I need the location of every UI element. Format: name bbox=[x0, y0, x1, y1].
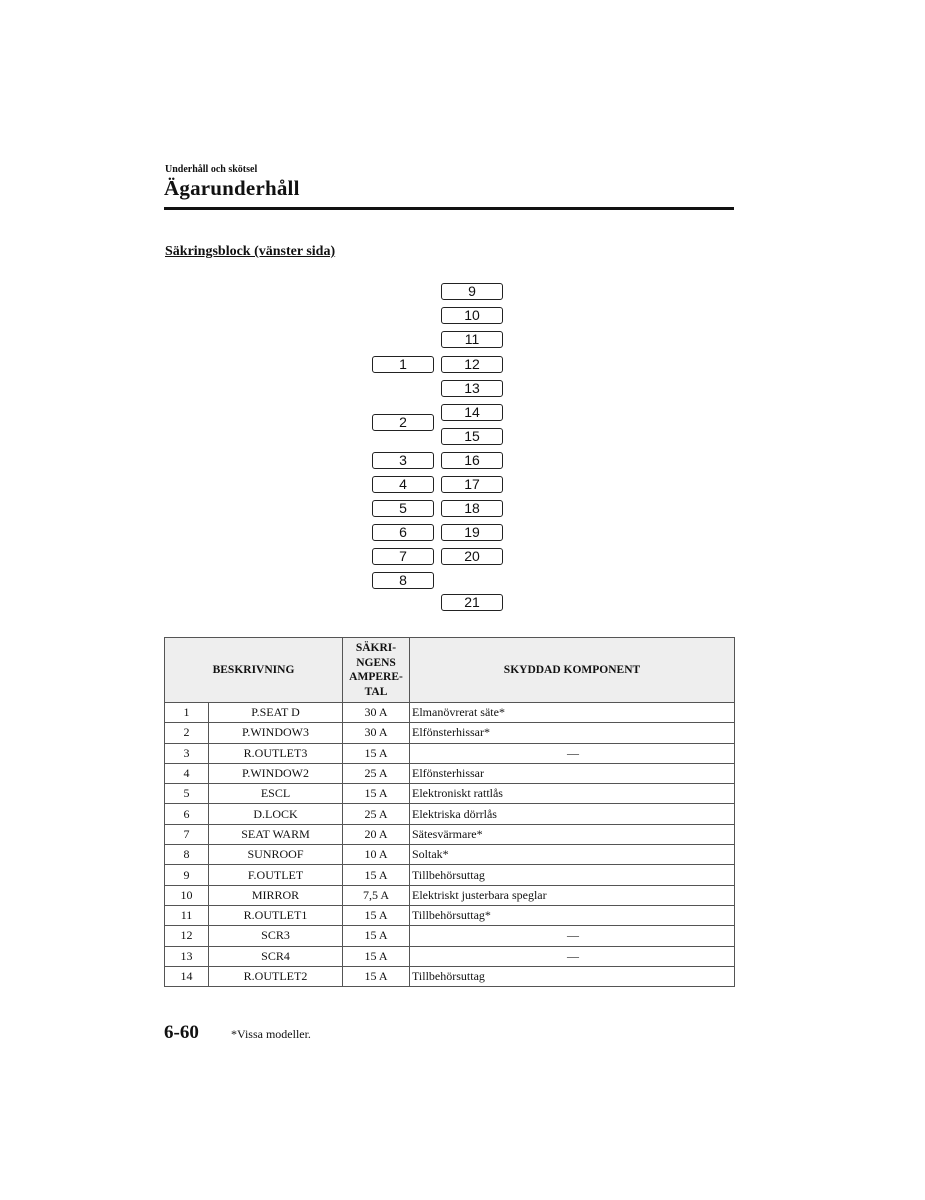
fuse-slot: 14 bbox=[441, 404, 503, 421]
fuse-amperage-cell: 15 A bbox=[343, 865, 410, 885]
fuse-amperage-cell: 20 A bbox=[343, 824, 410, 844]
fuse-number-cell: 8 bbox=[165, 845, 209, 865]
fuse-amperage-cell: 15 A bbox=[343, 905, 410, 925]
protected-component-cell: Elfönsterhissar bbox=[410, 763, 735, 783]
fuse-amperage-cell: 15 A bbox=[343, 784, 410, 804]
table-row bbox=[165, 865, 735, 885]
protected-component-cell: — bbox=[410, 926, 735, 946]
fuse-name-cell: ESCL bbox=[209, 784, 343, 804]
protected-component-cell: Elmanövrerat säte* bbox=[410, 703, 735, 723]
table-row bbox=[165, 885, 735, 905]
fuse-slot: 12 bbox=[441, 356, 503, 373]
protected-component-cell: Soltak* bbox=[410, 845, 735, 865]
table-row bbox=[165, 966, 735, 986]
table-row bbox=[165, 723, 735, 743]
fuse-number-cell: 7 bbox=[165, 824, 209, 844]
fuse-amperage-cell: 15 A bbox=[343, 926, 410, 946]
fuse-number-cell: 2 bbox=[165, 723, 209, 743]
fuse-slot: 8 bbox=[372, 572, 434, 589]
fuse-number-cell: 4 bbox=[165, 763, 209, 783]
protected-component-cell: Tillbehörsuttag bbox=[410, 966, 735, 986]
fuse-slot: 6 bbox=[372, 524, 434, 541]
protected-component-cell: Tillbehörsuttag bbox=[410, 865, 735, 885]
fuse-amperage-cell: 25 A bbox=[343, 804, 410, 824]
fuse-name-cell: R.OUTLET2 bbox=[209, 966, 343, 986]
fuse-slot: 13 bbox=[441, 380, 503, 397]
table-row bbox=[165, 824, 735, 844]
fuse-number-cell: 3 bbox=[165, 743, 209, 763]
fuse-slot: 15 bbox=[441, 428, 503, 445]
page-title: Ägarunderhåll bbox=[164, 176, 300, 200]
fuse-number-cell: 9 bbox=[165, 865, 209, 885]
footnote: *Vissa modeller. bbox=[231, 1027, 311, 1041]
fuse-name-cell: MIRROR bbox=[209, 885, 343, 905]
table-row bbox=[165, 926, 735, 946]
fuse-number-cell: 5 bbox=[165, 784, 209, 804]
fuse-number-cell: 11 bbox=[165, 905, 209, 925]
fuse-amperage-cell: 30 A bbox=[343, 723, 410, 743]
fuse-number-cell: 13 bbox=[165, 946, 209, 966]
fuse-name-cell: SCR4 bbox=[209, 946, 343, 966]
table-row bbox=[165, 905, 735, 925]
column-header-component: SKYDDAD KOMPONENT bbox=[410, 638, 735, 703]
fuse-slot: 5 bbox=[372, 500, 434, 517]
fuse-amperage-cell: 15 A bbox=[343, 966, 410, 986]
fuse-slot: 17 bbox=[441, 476, 503, 493]
fuse-name-cell: D.LOCK bbox=[209, 804, 343, 824]
fuse-amperage-cell: 15 A bbox=[343, 743, 410, 763]
fuse-number-cell: 14 bbox=[165, 966, 209, 986]
fuse-table bbox=[164, 637, 735, 987]
fuse-name-cell: P.WINDOW2 bbox=[209, 763, 343, 783]
fuse-slot: 21 bbox=[441, 594, 503, 611]
page-number: 6-60 bbox=[164, 1022, 199, 1043]
fuse-name-cell: P.SEAT D bbox=[209, 703, 343, 723]
protected-component-cell: — bbox=[410, 946, 735, 966]
protected-component-cell: Tillbehörsuttag* bbox=[410, 905, 735, 925]
protected-component-cell: Elektroniskt rattlås bbox=[410, 784, 735, 804]
fuse-number-cell: 6 bbox=[165, 804, 209, 824]
column-header-amperage: SÄKRI- NGENS AMPERE- TAL bbox=[343, 638, 410, 703]
fuse-amperage-cell: 15 A bbox=[343, 946, 410, 966]
protected-component-cell: Sätesvärmare* bbox=[410, 824, 735, 844]
fuse-slot: 9 bbox=[441, 283, 503, 300]
fuse-slot: 2 bbox=[372, 414, 434, 431]
fuse-name-cell: F.OUTLET bbox=[209, 865, 343, 885]
table-row bbox=[165, 763, 735, 783]
fuse-slot: 10 bbox=[441, 307, 503, 324]
fuse-slot: 7 bbox=[372, 548, 434, 565]
fuse-name-cell: SEAT WARM bbox=[209, 824, 343, 844]
table-row bbox=[165, 845, 735, 865]
protected-component-cell: Elektriskt justerbara speglar bbox=[410, 885, 735, 905]
fuse-name-cell: SCR3 bbox=[209, 926, 343, 946]
title-divider bbox=[164, 207, 734, 210]
fuse-slot: 19 bbox=[441, 524, 503, 541]
fuse-name-cell: R.OUTLET1 bbox=[209, 905, 343, 925]
protected-component-cell: Elektriska dörrlås bbox=[410, 804, 735, 824]
fuse-slot: 4 bbox=[372, 476, 434, 493]
column-header-description: BESKRIVNING bbox=[165, 638, 343, 703]
fuse-slot: 11 bbox=[441, 331, 503, 348]
fuse-slot: 20 bbox=[441, 548, 503, 565]
fuse-name-cell: P.WINDOW3 bbox=[209, 723, 343, 743]
fuse-amperage-cell: 7,5 A bbox=[343, 885, 410, 905]
fuse-name-cell: SUNROOF bbox=[209, 845, 343, 865]
fuse-amperage-cell: 25 A bbox=[343, 763, 410, 783]
fuse-slot: 18 bbox=[441, 500, 503, 517]
table-row bbox=[165, 804, 735, 824]
table-row bbox=[165, 703, 735, 723]
fuse-number-cell: 12 bbox=[165, 926, 209, 946]
table-row bbox=[165, 784, 735, 804]
fuse-amperage-cell: 30 A bbox=[343, 703, 410, 723]
fuse-slot: 3 bbox=[372, 452, 434, 469]
protected-component-cell: Elfönsterhissar* bbox=[410, 723, 735, 743]
table-header-row bbox=[165, 638, 735, 703]
fuse-number-cell: 10 bbox=[165, 885, 209, 905]
fuse-amperage-cell: 10 A bbox=[343, 845, 410, 865]
fuse-slot: 1 bbox=[372, 356, 434, 373]
table-row bbox=[165, 946, 735, 966]
table-row bbox=[165, 743, 735, 763]
fuse-slot: 16 bbox=[441, 452, 503, 469]
fuse-number-cell: 1 bbox=[165, 703, 209, 723]
subsection-title: Säkringsblock (vänster sida) bbox=[165, 244, 336, 259]
section-label: Underhåll och skötsel bbox=[165, 164, 258, 175]
protected-component-cell: — bbox=[410, 743, 735, 763]
fuse-name-cell: R.OUTLET3 bbox=[209, 743, 343, 763]
